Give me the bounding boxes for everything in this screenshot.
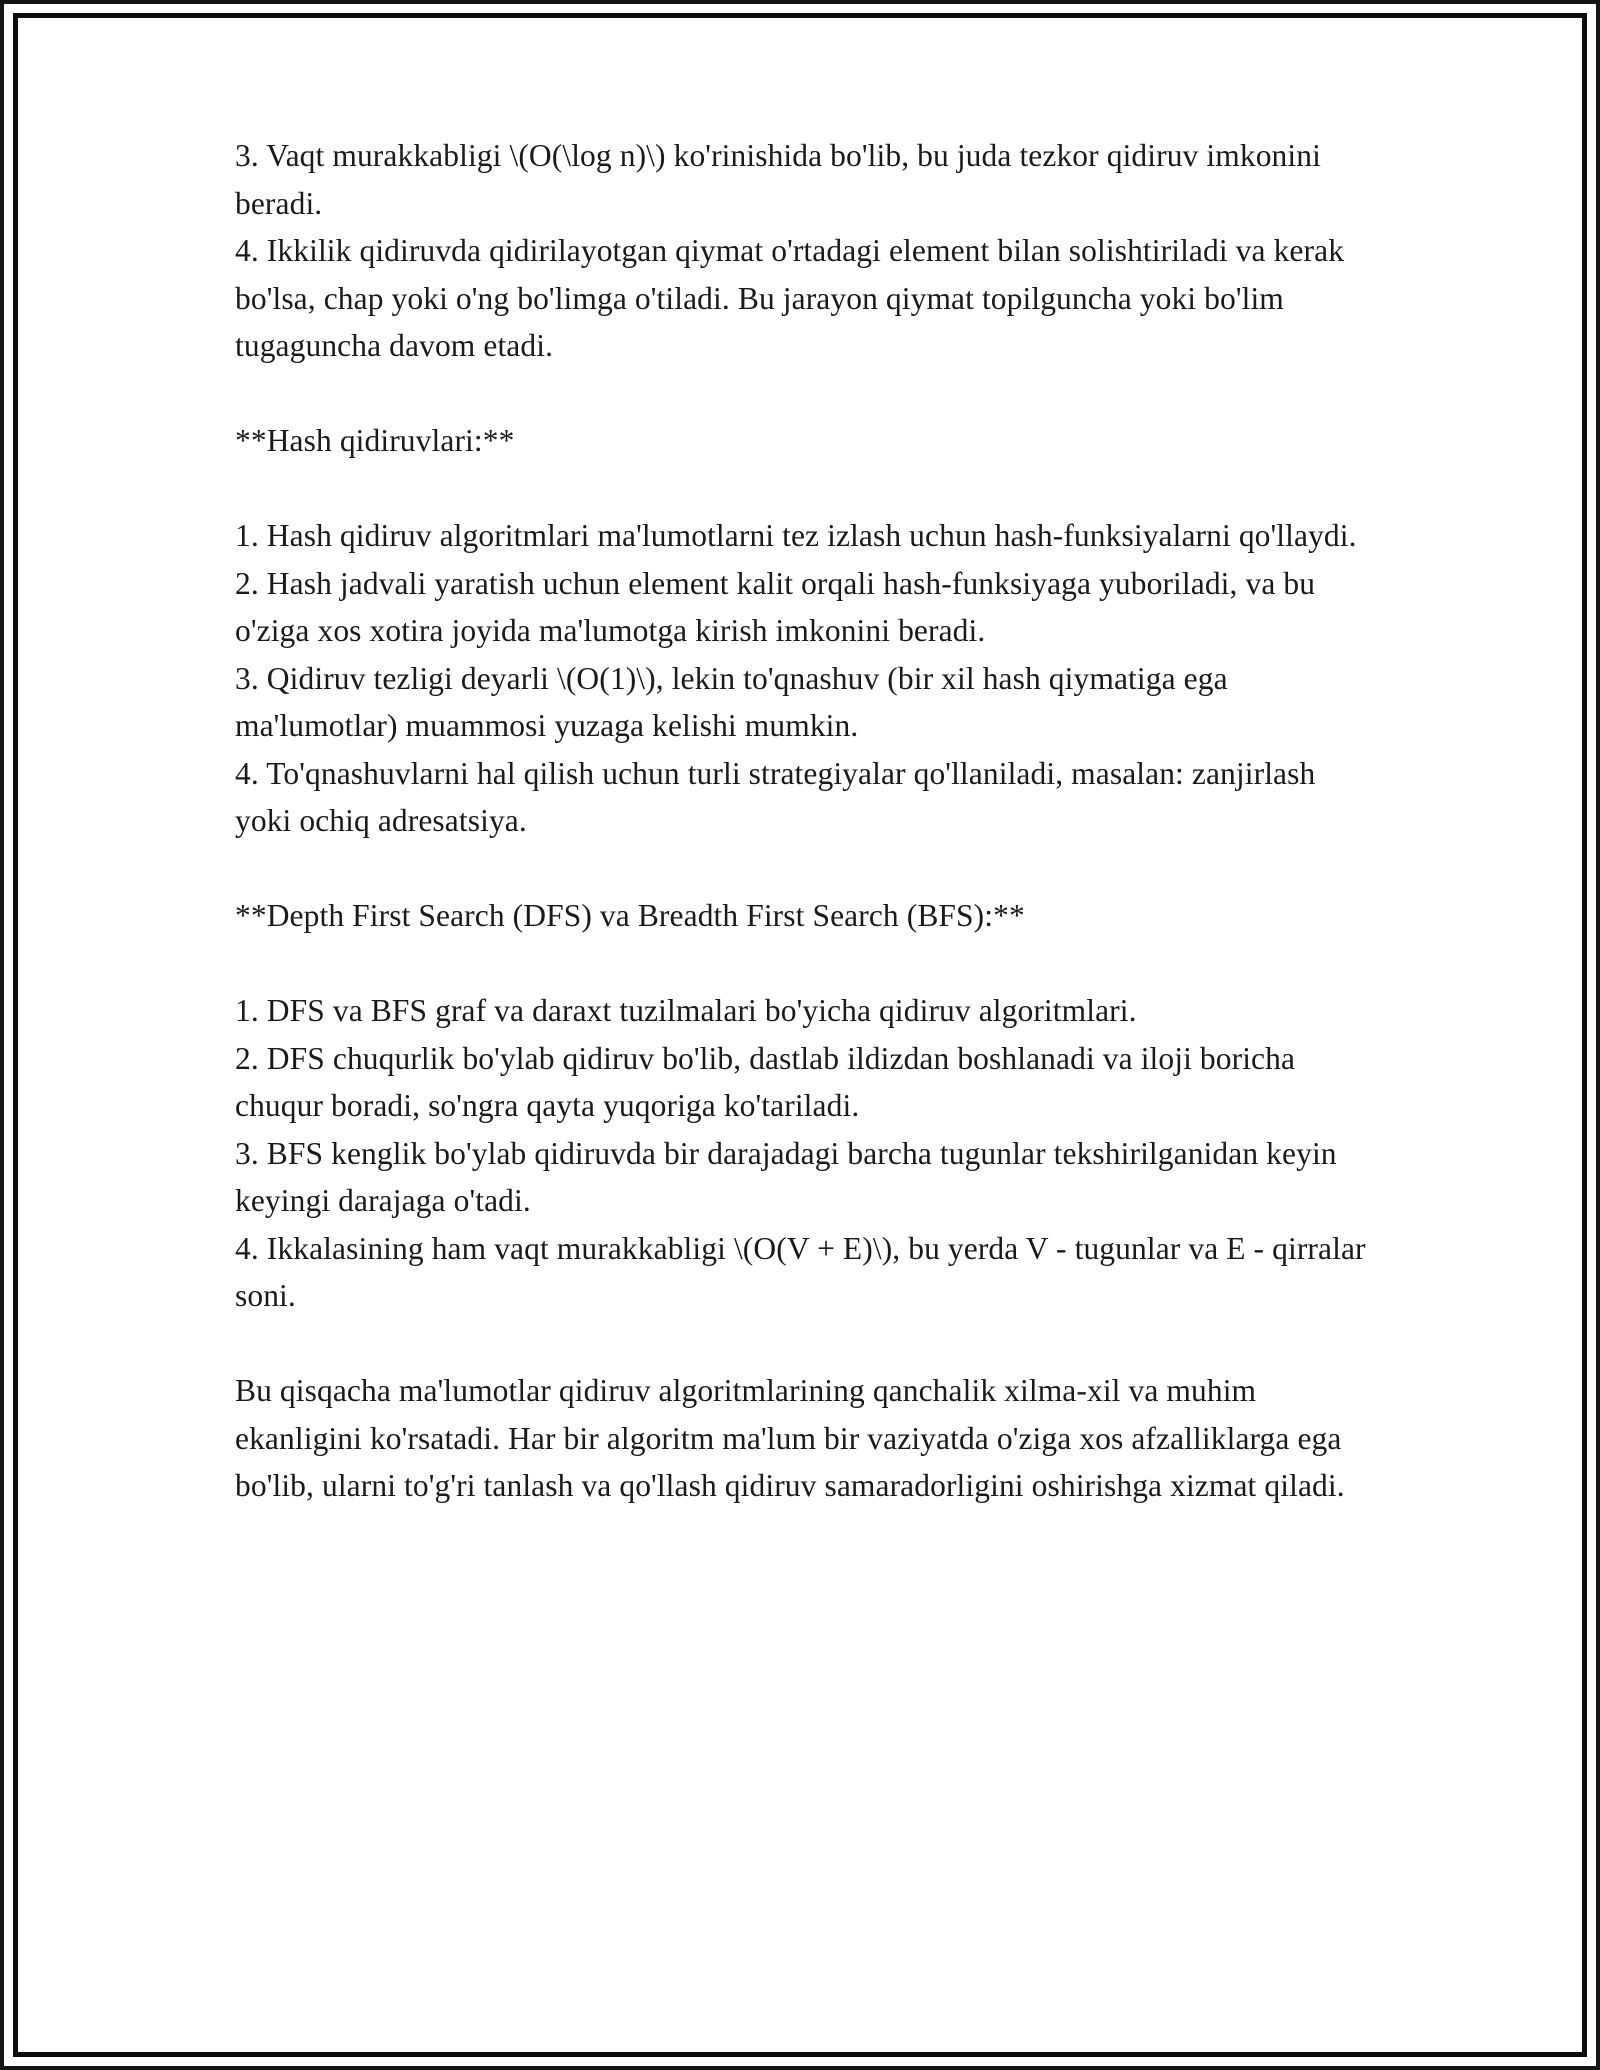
heading-dfs-bfs: **Depth First Search (DFS) va Breadth First Search (BFS):** bbox=[235, 898, 1025, 933]
block-spacer-5 bbox=[235, 1320, 1375, 1368]
heading-hash: **Hash qidiruvlari:** bbox=[235, 423, 515, 458]
list-dfs-bfs: 1. DFS va BFS graf va daraxt tuzilmalari bo'yicha qidiruv algoritmlari. 2. DFS chuqurlik bo'ylab qidiruv bo'lib, dastlab ildizdan boshlanadi va iloji boricha chuqur boradi, so'ngra qayta yuqoriga ko'tariladi. 3. BFS kenglik bo'ylab qidiruvda bir darajadagi barcha tugunlar tekshirilganidan keyin keyingi darajaga o'tadi. 4. Ikkalasining ham vaqt murakkabligi \(O(V + E)\), bu yerda V - tugunlar va E - qirralar soni. bbox=[235, 993, 1366, 1313]
block-spacer-2 bbox=[235, 465, 1375, 513]
paragraph-conclusion: Bu qisqacha ma'lumotlar qidiruv algoritmlarining qanchalik xilma-xil va muhim ekanligini ko'rsatadi. Har bir algoritm ma'lum bir vaziyatda o'ziga xos afzalliklarga ega bo'lib, ularni to'g'ri tanlash va qo'llash qidiruv samaradorligini oshirishga xizmat qiladi. bbox=[235, 1373, 1345, 1503]
block-spacer-1 bbox=[235, 370, 1375, 418]
document-text-column bbox=[235, 132, 1375, 1510]
list-hash: 1. Hash qidiruv algoritmlari ma'lumotlarni tez izlash uchun hash-funksiyalarni qo'llaydi. 2. Hash jadvali yaratish uchun element kalit orqali hash-funksiyaga yuboriladi, va bu o'ziga xos xotira joyida ma'lumotga kirish imkonini beradi. 3. Qidiruv tezligi deyarli \(O(1)\), lekin to'qnashuv (bir xil hash qiymatiga ega ma'lumotlar) muammosi yuzaga kelishi mumkin. 4. To'qnashuvlarni hal qilish uchun turli strategiyalar qo'llaniladi, masalan: zanjirlash yoki ochiq adresatsiya. bbox=[235, 518, 1357, 838]
list-binary-search: 3. Vaqt murakkabligi \(O(\log n)\) ko'rinishida bo'lib, bu juda tezkor qidiruv imkonini beradi. 4. Ikkilik qidiruvda qidirilayotgan qiymat o'rtadagi element bilan solishtiriladi va kerak bo'lsa, chap yoki o'ng bo'limga o'tiladi. Bu jarayon qiymat topilguncha yoki bo'lim tugaguncha davom etadi. bbox=[235, 138, 1345, 363]
block-spacer-3 bbox=[235, 845, 1375, 893]
block-spacer-4 bbox=[235, 940, 1375, 988]
